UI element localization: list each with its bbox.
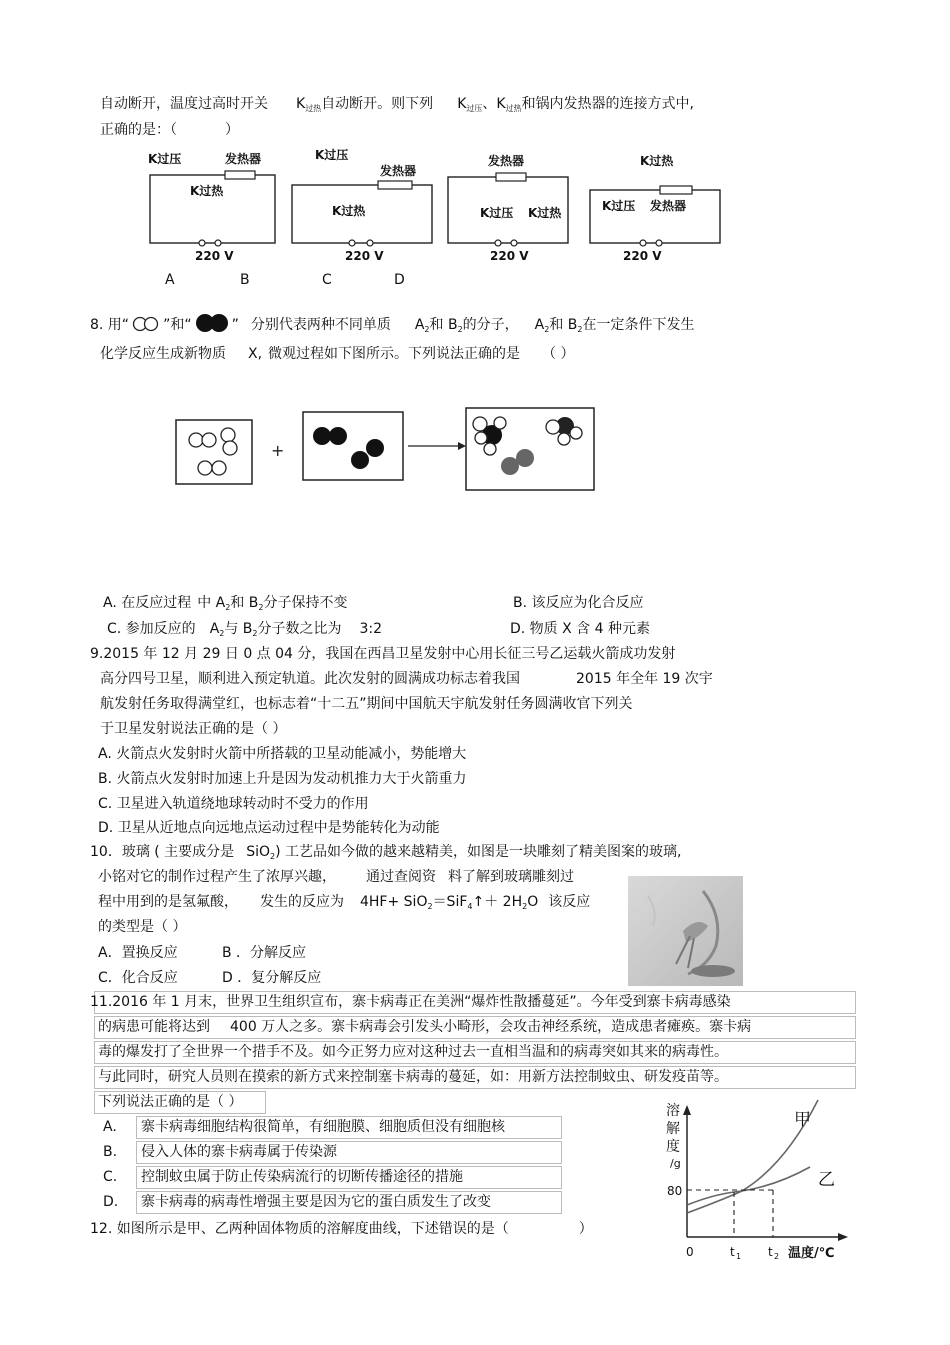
- circuit-c-k-heat: K过热: [528, 206, 562, 220]
- x-tick-t1-sub: 1: [736, 1252, 742, 1261]
- circuit-b-k-press: K过压: [315, 148, 349, 162]
- q11-line3: 毒的爆发打了全世界一个措手不及。如今正努力应对这种过去一直相当温和的病毒突如其来的病毒性。: [98, 1044, 728, 1060]
- q7-line2: 正确的是：（ ）: [100, 122, 239, 138]
- ylabel-3: 度: [666, 1139, 680, 1155]
- q9-option-a: A. 火箭点火发射时火箭中所搭载的卫星动能减小，势能增大: [98, 746, 467, 762]
- circuit-a-heater: 发热器: [225, 152, 262, 166]
- q11-option-a-label: A.: [103, 1119, 117, 1135]
- circuit-diagrams: [140, 145, 740, 263]
- ylabel-1: 溶: [666, 1103, 680, 1119]
- q10-line3: 程中用到的是氢氟酸， 发生的反应为 4HF+ SiO$_2$＝SiF$_4$↑＋ $2H_2O$ 该反应: [98, 894, 591, 911]
- circuit-a-k-press: K过压: [148, 152, 182, 166]
- q9-line1: 9.2015 年 12 月 29 日 0 点 04 分，我国在西昌卫星发射中心用长征三号乙运载火箭成功发射: [90, 646, 676, 662]
- x-tick-t2-sub: 2: [774, 1252, 780, 1261]
- circuit-label-c: C: [322, 272, 332, 288]
- q12-line1: 12. 如图所示是甲、乙两种固体物质的溶解度曲线，下述错误的是（ ）: [90, 1221, 593, 1237]
- plus-sign: +: [271, 441, 285, 460]
- white-molecule-icon: [129, 316, 163, 332]
- circuit-b-heater: 发热器: [380, 164, 417, 178]
- q11-option-d-label: D.: [103, 1194, 119, 1210]
- q11-line1: 11.2016 年 1 月末，世界卫生组织宣布，寨卡病毒正在美洲“爆炸性散播蔓延”。今年受到寨卡病毒感染: [90, 994, 731, 1010]
- q10-line4: 的类型是（ ）: [98, 919, 187, 935]
- y-tick-80: 80: [667, 1184, 683, 1198]
- q10-option-b: B ．分解反应: [222, 945, 307, 961]
- q11-line5: 下列说法正确的是（ ）: [98, 1094, 243, 1110]
- circuit-c-k-press: K过压: [480, 206, 514, 220]
- q10-option-a: A．置换反应: [98, 945, 178, 961]
- circuit-d-heater: 发热器: [650, 199, 687, 213]
- circuit-d-voltage: 220 V: [623, 249, 662, 263]
- solubility-graph: [660, 1095, 850, 1270]
- ylabel-4: /g: [670, 1157, 681, 1170]
- reaction-diagram: [170, 400, 610, 500]
- q9-line2: 高分四号卫星，顺利进入预定轨道。此次发射的圆满成功标志着我国 2015 年全年 19 次宇: [100, 671, 713, 687]
- reactant-b-box: [303, 412, 403, 480]
- q9-option-c: C. 卫星进入轨道绕地球转动时不受力的作用: [98, 796, 369, 812]
- circuit-d-k-heat: K过热: [640, 154, 674, 168]
- q9-line3: 航发射任务取得满堂红，也标志着“十二五”期间中国航天宇航发射任务圆满收官下列关: [100, 696, 633, 712]
- q10-option-c: C．化合反应: [98, 970, 178, 986]
- q11-option-d: 寨卡病毒的病毒性增强主要是因为它的蛋白质发生了改变: [141, 1194, 491, 1210]
- circuit-b-voltage: 220 V: [345, 249, 384, 263]
- q11-option-b-label: B.: [103, 1144, 118, 1160]
- x-axis-label: 温度/℃: [788, 1246, 835, 1261]
- q9-line4: 于卫星发射说法正确的是（ ）: [100, 721, 287, 737]
- x-tick-t2: t: [768, 1245, 773, 1259]
- q11-option-c: 控制蚊虫属于防止传染病流行的切断传播途径的措施: [141, 1169, 463, 1185]
- circuit-label-d: D: [394, 272, 405, 288]
- x-tick-t1: t: [730, 1245, 735, 1259]
- q8-option-c: C. 参加反应的 $A_2$与 $B_2$分子数之比为 3:2: [107, 621, 383, 638]
- q9-option-d: D. 卫星从近地点向远地点运动过程中是势能转化为动能: [98, 820, 440, 836]
- circuit-a-k-heat: K过热: [190, 184, 224, 198]
- circuit-c-heater: 发热器: [488, 154, 525, 168]
- circuit-b-k-heat: K过热: [332, 204, 366, 218]
- circuit-label-b: B: [240, 272, 250, 288]
- origin-label: 0: [686, 1245, 694, 1259]
- q8-line2: 化学反应生成新物质 X, 微观过程如下图所示。下列说法正确的是 （ ）: [100, 346, 575, 362]
- circuit-d-k-press: K过压: [602, 199, 636, 213]
- q11-line4: 与此同时，研究人员则在摸索的新方式来控制塞卡病毒的蔓延，如：用新方法控制蚊虫、研发疫苗等。: [98, 1069, 728, 1085]
- q11-line2: 的病患可能将达到 400 万人之多。寨卡病毒会引发头小畸形，会攻击神经系统，造成患者瘫痪。寨卡病: [98, 1019, 752, 1035]
- q8-line1: 8. 用“ ”和“ ” 分别代表两种不同单质 $A_2$和 $B_2$的分子， $A_2$和 $B_2$在一定条件下发生: [90, 313, 695, 336]
- ylabel-2: 解: [666, 1121, 680, 1137]
- q11-option-c-label: C.: [103, 1169, 118, 1185]
- q9-option-b: B. 火箭点火发射时加速上升是因为发动机推力大于火箭重力: [98, 771, 467, 787]
- circuit-d-frame: [590, 190, 720, 243]
- circuit-label-a: A: [165, 272, 175, 288]
- label-yi: 乙: [818, 1170, 835, 1190]
- q8-option-b: B. 该反应为化合反应: [513, 595, 644, 611]
- q7-line1: 自动断开，温度过高时开关 $K_{过热}$自动断开。则下列 $K_{过压}$、$K_{过热}$和锅内发热器的连接方式中,: [100, 96, 695, 113]
- label-jia: 甲: [794, 1110, 811, 1130]
- q10-option-d: D ．复分解反应: [222, 970, 322, 986]
- circuit-c-voltage: 220 V: [490, 249, 529, 263]
- carved-glass-photo: [628, 876, 743, 986]
- q10-line2: 小铭对它的制作过程产生了浓厚兴趣， 通过查阅资 料了解到玻璃雕刻过: [98, 869, 574, 885]
- q8-option-d: D. 物质 X 含 4 种元素: [510, 621, 650, 637]
- q11-option-a: 寨卡病毒细胞结构很简单，有细胞膜、细胞质但没有细胞核: [141, 1119, 505, 1135]
- q11-option-b: 侵入人体的寨卡病毒属于传染源: [141, 1144, 337, 1160]
- q10-line1: 10．玻璃 ( 主要成分是 SiO$_2$) 工艺品如今做的越来越精美，如图是一块雕刻了精美图案的玻璃,: [90, 844, 682, 861]
- reactant-a-box: [176, 420, 252, 484]
- black-molecule-icon: [192, 313, 232, 333]
- q8-option-a: A. 在反应过程 中 $A_2$和 $B_2$分子保持不变: [103, 595, 348, 612]
- circuit-a-voltage: 220 V: [195, 249, 234, 263]
